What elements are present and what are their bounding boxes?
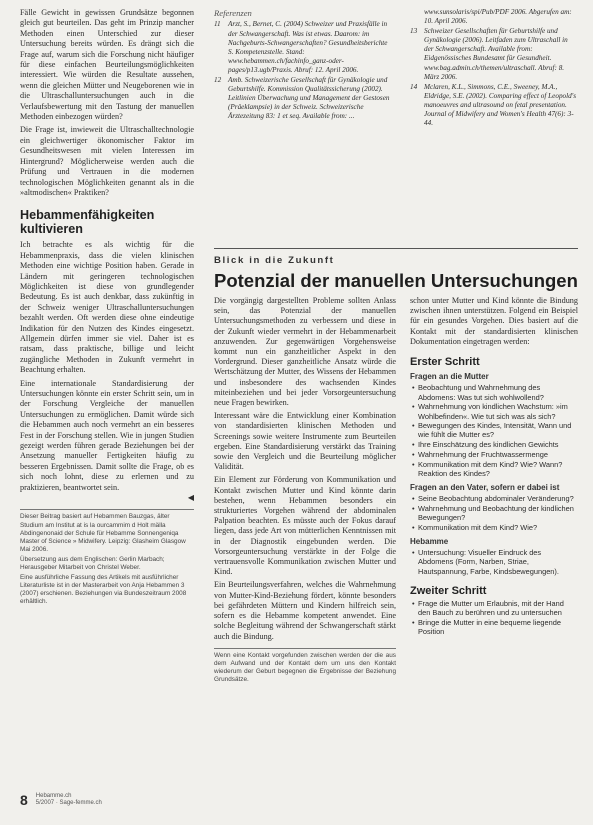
- list-item: • Ihre Einschätzung des kindlichen Gewichts: [410, 440, 578, 449]
- paragraph: Ein Beurteilungsverfahren, welches die Wahrnehmung von Mutter-Kind-Beziehung fördert, könnte besonders bei gefährdeten Müttern und Kindern hilfreich sein, sofern es die Hebamme kompetent anwendet. Eine solche Begleitung während der Schwangerschaft stärkt auch die Bindung.: [214, 580, 396, 641]
- reference-number: 14: [410, 82, 418, 91]
- list-item: • Beobachtung und Wahrnehmung des Abdomens: Was tut sich wohlwollend?: [410, 383, 578, 401]
- footnote: Übersetzung aus dem Englischen: Gerlin Marbach; Herausgeber Mitarbeit von Christel Weber.: [20, 555, 165, 572]
- paragraph: Die Frage ist, inwieweit die Ultraschalltechnologie ein gleichwertiger ökonomischer Faktor im Gesundheitswesen mit vielen Interessen im Hintergrund? Möglicherweise werden auch die Prüfung und Vertrauen in die modernen technologischen Möglichkeiten genannt als in die »altmodischen« Praktiken?: [20, 125, 194, 197]
- list-item: • Frage die Mutter um Erlaubnis, mit der Hand den Bauch zu berühren und zu untersuchen: [410, 599, 578, 617]
- page-number: 8: [20, 792, 28, 808]
- references-heading: Referenzen: [214, 8, 252, 18]
- column-left: [20, 8, 194, 607]
- paragraph: Ich betrachte es als wichtig für die Hebammenpraxis, dass die vielen klinischen Methoden eine wichtige Position haben. Gerade in Ländern mit geringeren technologischen Möglichkeiten ist diese von grundlegender Bedeutung. Es ist auch denkbar, dass zukünftig in der Schweiz weniger Ultraschalluntersuchungen bezahlt werden. Oft werden diese ohne eindeutige Indikation für den Nutzen des Kindes eingesetzt. Allgemein dürfen immer sie viel. Daher ist es ratsam, dass praktische, billige und leicht zugängliche Methoden in Zukunft vermehrt in Beachtung erhalten.: [20, 240, 194, 375]
- footnote: Eine ausführliche Fassung des Artikels mit ausführlicher Literaturliste ist in der Masterarbeit von Anja Hebammen 3 (2007) erschienen. Beziehungen via Bundeszeitraum 2008 erhältlich.: [20, 574, 187, 606]
- reference-number: 11: [214, 20, 221, 29]
- reference-item: [214, 20, 394, 75]
- step-heading: Erster Schritt: [410, 356, 480, 369]
- journal-info: [36, 793, 102, 807]
- list-item: • Wahrnehmung der Fruchtwassermenge: [410, 450, 578, 459]
- paragraph: Interessant wäre die Entwicklung einer Kombination von standardisierten klinischen Methoden und Screenings sowie weitere Instrumente zum Beurteilen ergeben. Eine Standardisierung verstärkt das Training sowie den Vergleich und die Beurteilung möglicher Validität.: [214, 411, 396, 472]
- column-right: [410, 296, 578, 637]
- list-item: • Seine Beobachtung abdominaler Veränderung?: [410, 494, 578, 503]
- column-middle: [214, 296, 396, 684]
- reference-number: 13: [410, 27, 418, 36]
- footnotes: [20, 509, 194, 606]
- list-item: • Wahrnehmung und Beobachtung der kindlichen Bewegungen?: [410, 504, 578, 522]
- reference-text: Schweizer Gesellschaften für Geburtshilfe und Gynäkologie (2006). Leitfaden zum Ultraschall in der Schwangerschaft. Available from: Eidgenössisches Bundesamt für Gesundheit. www.bag.admin.ch/themen/ultraschall. Abruf: 8. März 2006.: [424, 27, 568, 81]
- journal-name: Hebamme.ch: [35, 793, 72, 800]
- reference-text: www.sunsolaris/spi/Pub/PDF 2006. Abgerufen am: 10. April 2006.: [424, 8, 572, 26]
- bullet-list: [410, 548, 578, 576]
- reference-text: Arzt, S., Bernet, C. (2004) Schweizer und Praxisfälle in der Schwangerschaft. Was ist etwas. Daarom: im Nachgeburts-Schwangerschaften? Gesundheitsberichte S. Kompetenzstelle. Stand: www.hebammen.ch/fachinfo_ganz-oder-pages/p13.ugb/Praxis. Abruf: 12. April 2006.: [228, 20, 388, 74]
- bullet-list: [410, 383, 578, 478]
- group-title: Hebamme: [410, 536, 449, 546]
- references-block: [214, 8, 394, 122]
- paragraph: Fälle Gewicht in gewissen Grundsätze begonnen gleich gut beurteilen. Das geht im Prinzip mancher Methoden einen Unterschied zur dieser Untersuchung bereits würden. Es drängt sich die Frage auf, warum sich die Forschung nicht häufiger für diese einfachen Beurteilungsmöglichkeiten interessiert. Wie würden die Resultate aussehen, wenn die gleichen Mütter und Neugeborenen wie in die Ultraschalluntersuchungen auch in die Verlaufsbewertung mit den Tastung der manuellen Methoden einbezogen würden?: [20, 8, 194, 122]
- reference-number: 12: [214, 75, 222, 84]
- step-heading: Zweiter Schritt: [410, 584, 487, 597]
- list-item: • Bringe die Mutter in eine bequeme liegende Position: [410, 618, 578, 636]
- list-item: • Untersuchung: Visueller Eindruck des Abdomens (Form, Narben, Striae, Hautspannung, Farbe, Kindsbewegungen).: [410, 548, 578, 576]
- paragraph: Ein Element zur Förderung von Kommunikation und Kontakt zwischen Mutter und Kind könnte darin bestehen, wenn Hebammen besonders ein strukturiertes Vorgehen während der abdominalen Palpation beachten. Es müsste auch der Fokus darauf liegen, dass jede Art von mütterlichen Kenntnissen mit in der Diagnostik eingebunden werden. Die Vorsorgeuntersuchung verstärkte in der Folge die vertrauensvolle Kommunikation zwischen Mutter und Kind.: [214, 475, 396, 577]
- reference-text: Amb. Schweizerische Gesellschaft für Gynäkologie und Geburtshilfe. Kommission Qualitätssicherung (2002). Leitlinien Überwachung und Management der Gestosen (Präeklampsie) in der Schweiz. Schweizerische Ärztezeitung 83: 1 et seq. Available from: ...: [228, 75, 390, 121]
- footnote: Dieser Beitrag basiert auf Hebammen Bauzgas, älter Studium am Institut at is la ourcammim d Holt mälla Abdingenonaid der Schule für Hebamme Sonnengeniqa Master of Science » Midwifery. Leipzig: Glasheim Glasgow Mai 2006.: [20, 513, 186, 553]
- paragraph: schon unter Mutter und Kind könnte die Bindung zwischen ihnen unterstützen. Folgend ein Beispiel für ein gesundes Vorgehen. Dies basiert auf die Kontakt mit der standardisierten klinischen Dokumentation eingetragen werden:: [410, 296, 578, 346]
- end-arrow-icon: ◀: [187, 493, 194, 503]
- reference-number: [410, 8, 424, 26]
- feature-title: Potenzial der manuellen Untersuchungen: [214, 270, 578, 291]
- bullet-list: [410, 599, 578, 636]
- references-block-continued: [410, 8, 578, 129]
- page-footer: [20, 792, 102, 808]
- feature-header: [214, 248, 578, 292]
- footnote: Wenn eine Kontakt vorgefunden zwischen werden der die aus dem Aufwand und der Kontakt dem um uns den Kontakt wiederum der Geburt begegnen die Ergebnisse der Beziehung Grundsätze.: [214, 648, 396, 684]
- group-title: Fragen an den Vater, sofern er dabei ist: [410, 482, 560, 492]
- list-item: • Bewegungen des Kindes, Intensität, Wann und wie fühlt die Mutter es?: [410, 421, 578, 439]
- reference-item: [410, 27, 578, 82]
- list-item: • Kommunikation mit dem Kind? Wie?: [410, 523, 578, 532]
- reference-item: [214, 76, 394, 121]
- paragraph: Eine internationale Standardisierung der Untersuchungen könnte ein erster Schritt sein, um in der Forschung Vergleiche der manuellen Untersuchungen zu ermöglichen. Damit würde sich die Hebammen auch noch vermehrt an ein besseres Fest in der Forschung stellen. Wie in jungen Studien gezeigt werden führen gerade Beziehungen bei der Ansetzung manueller Fertigkeiten häufig zu besseren Ergebnissen. Damit sollte die Frage, ob es sich noch lohnt, diese zu erlernen und zu praktizieren, beantwortet sein.: [20, 378, 194, 492]
- section-heading: Hebammenfähigkeiten kultivieren: [20, 208, 155, 237]
- reference-item: [410, 8, 578, 26]
- group-title: Fragen an die Mutter: [410, 372, 489, 382]
- list-item: • Kommunikation mit dem Kind? Wie? Wann? Reaktion des Kindes?: [410, 460, 578, 478]
- bullet-list: [410, 494, 578, 532]
- feature-eyebrow: Blick in die Zukunft: [214, 255, 335, 266]
- list-item: • Wahrnehmung von kindlichen Wachstum: »im Wohlbefinden«. Wie tut sich was als sich?: [410, 402, 578, 420]
- journal-issue: 5/2007 · Sage-femme.ch: [35, 800, 102, 806]
- paragraph: Die vorgängig dargestellten Probleme sollten Anlass sein, das Potenzial der manuellen Untersuchungsmethoden zu verbessern und diese in der Zukunft wieder vermehrt in der Hebammenarbeit anzuwenden. Zur gegenwärtigen Vorgehensweise kommt nun ein ganzheitlicher Aspekt in den Vordergrund. Dieser ganzheitliche Ansatz würde die Wertschätzung der Mutter, des Wissens der Hebammen und insbesondere des wachsenden Kindes miteinbeziehen und bei jeder Vorsorgeuntersuchung neue Fragen bewirken.: [214, 296, 396, 408]
- reference-item: [410, 83, 578, 128]
- end-marker: [20, 493, 194, 503]
- reference-text: Mclaren, K.L., Simmons, C.E., Sweeney, M.A., Eldridge, S.E. (2002). Comparing effect of Leopold's manoeuvres and ultrasound on fetal presentation. Journal of Midwifery and Women's Health 47(6): 3-44.: [424, 82, 577, 128]
